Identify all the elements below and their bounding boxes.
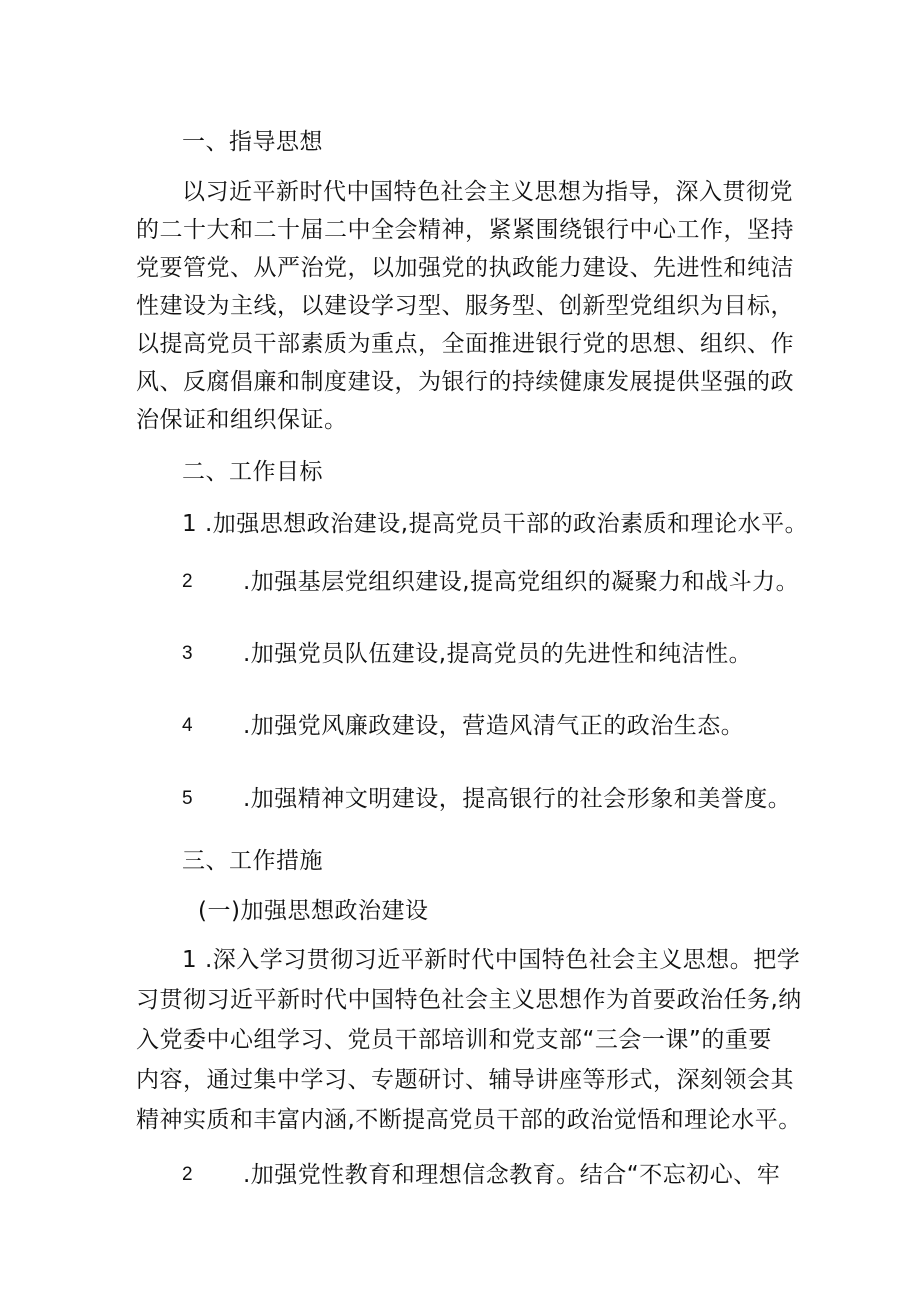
paragraph-line: 1 .深入学习贯彻习近平新时代中国特色社会主义思想。把学 <box>182 947 801 973</box>
goal-item-text: .加强党员队伍建设,提高党员的先进性和纯洁性。 <box>243 641 753 667</box>
goal-item-number: 3 <box>182 643 193 664</box>
measure-item-number: 2 <box>182 1164 193 1185</box>
section-heading-work-goals: 二、工作目标 <box>182 459 323 485</box>
measure-item-text: .加强党性教育和理想信念教育。结合“不忘初心、牢 <box>243 1162 781 1188</box>
goal-item-number: 4 <box>182 715 193 736</box>
goal-item-text: .加强基层党组织建设,提高党组织的凝聚力和战斗力。 <box>243 569 800 595</box>
subsection-heading: (一)加强思想政治建设 <box>198 898 429 924</box>
goal-item-number: 5 <box>182 788 193 809</box>
paragraph-line: 风、反腐倡廉和制度建设，为银行的持续健康发展提供坚强的政 <box>136 369 794 395</box>
paragraph-line: 党要管党、从严治党，以加强党的执政能力建设、先进性和纯洁 <box>136 255 794 281</box>
paragraph-line: 内容，通过集中学习、专题研讨、辅导讲座等形式，深刻领会其 <box>136 1067 794 1093</box>
goal-item-text: .加强党风廉政建设，营造风清气正的政治生态。 <box>243 713 745 739</box>
section-heading-work-measures: 三、工作措施 <box>182 848 323 874</box>
paragraph-line: 性建设为主线，以建设学习型、服务型、创新型党组织为目标， <box>136 293 794 319</box>
paragraph-line: 习贯彻习近平新时代中国特色社会主义思想作为首要政治任务,纳 <box>136 987 802 1013</box>
goal-item-text: .加强精神文明建设，提高银行的社会形象和美誉度。 <box>243 786 792 812</box>
section-heading-guiding-thought: 一、指导思想 <box>182 129 323 155</box>
paragraph-line: 以提高党员干部素质为重点，全面推进银行党的思想、组织、作 <box>136 331 794 357</box>
paragraph-line: 入党委中心组学习、党员干部培训和党支部“三会一课”的重要 <box>136 1027 772 1053</box>
goal-item-1: 1 .加强思想政治建设,提高党员干部的政治素质和理论水平。 <box>182 511 809 537</box>
paragraph-line: 精神实质和丰富内涵,不断提高党员干部的政治觉悟和理论水平。 <box>136 1107 802 1133</box>
goal-item-number: 2 <box>182 571 193 592</box>
paragraph-line: 的二十大和二十届二中全会精神，紧紧围绕银行中心工作，坚持 <box>136 217 794 243</box>
paragraph-line: 以习近平新时代中国特色社会主义思想为指导，深入贯彻党 <box>182 179 793 205</box>
paragraph-line: 治保证和组织保证。 <box>136 407 348 433</box>
